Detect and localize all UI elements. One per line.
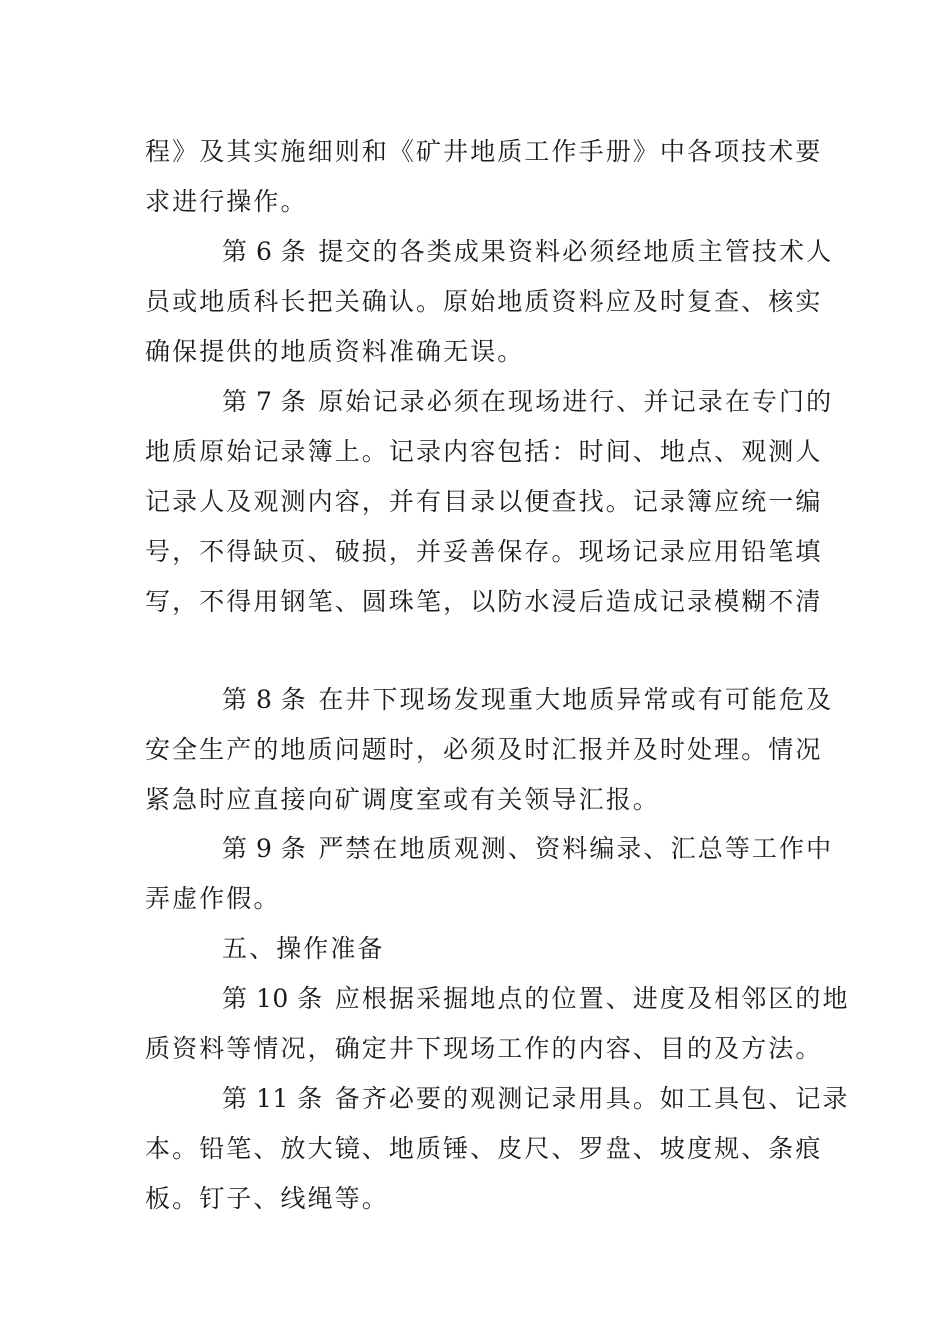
article-number: 第 6 条	[222, 237, 307, 266]
article-9	[222, 834, 892, 864]
article-8	[222, 685, 892, 715]
text-line: 板。钉子、线绳等。	[145, 1184, 389, 1213]
text-line: 本。铅笔、放大镜、地质锤、皮尺、罗盘、坡度规、条痕	[145, 1134, 823, 1163]
article-10	[222, 984, 892, 1014]
article-text: 严禁在地质观测、资料编录、汇总等工作中	[318, 834, 834, 863]
article-text: 应根据采掘地点的位置、进度及相邻区的地	[334, 984, 850, 1013]
text-line: 确保提供的地质资料准确无误。	[145, 337, 525, 366]
article-11	[222, 1084, 892, 1114]
text-line: 安全生产的地质问题时，必须及时汇报并及时处理。情况	[145, 735, 823, 764]
section-heading: 五、操作准备	[222, 934, 385, 963]
text-line: 号，不得缺页、破损，并妥善保存。现场记录应用铅笔填	[145, 537, 823, 566]
text-line: 员或地质科长把关确认。原始地质资料应及时复查、核实	[145, 287, 823, 316]
article-number: 第 7 条	[222, 387, 307, 416]
article-text: 在井下现场发现重大地质异常或有可能危及	[318, 685, 834, 714]
text-line: 记录人及观测内容，并有目录以便查找。记录簿应统一编	[145, 487, 823, 516]
text-line: 写，不得用钢笔、圆珠笔，以防水浸后造成记录模糊不清	[145, 587, 823, 616]
article-text: 原始记录必须在现场进行、并记录在专门的	[318, 387, 834, 416]
text-line: 求进行操作。	[145, 187, 308, 216]
text-line: 质资料等情况，确定井下现场工作的内容、目的及方法。	[145, 1034, 823, 1063]
article-text: 提交的各类成果资料必须经地质主管技术人	[318, 237, 834, 266]
article-text: 备齐必要的观测记录用具。如工具包、记录	[334, 1084, 850, 1113]
text-line: 紧急时应直接向矿调度室或有关领导汇报。	[145, 785, 660, 814]
text-line: 弄虚作假。	[145, 884, 281, 913]
article-number: 第 8 条	[222, 685, 307, 714]
article-7	[222, 387, 892, 417]
text-line: 程》及其实施细则和《矿井地质工作手册》中各项技术要	[145, 137, 823, 166]
article-number: 第 11 条	[222, 1084, 323, 1113]
article-number: 第 10 条	[222, 984, 323, 1013]
article-number: 第 9 条	[222, 834, 307, 863]
text-line: 地质原始记录簿上。记录内容包括：时间、地点、观测人	[145, 437, 823, 466]
article-6	[222, 237, 892, 267]
